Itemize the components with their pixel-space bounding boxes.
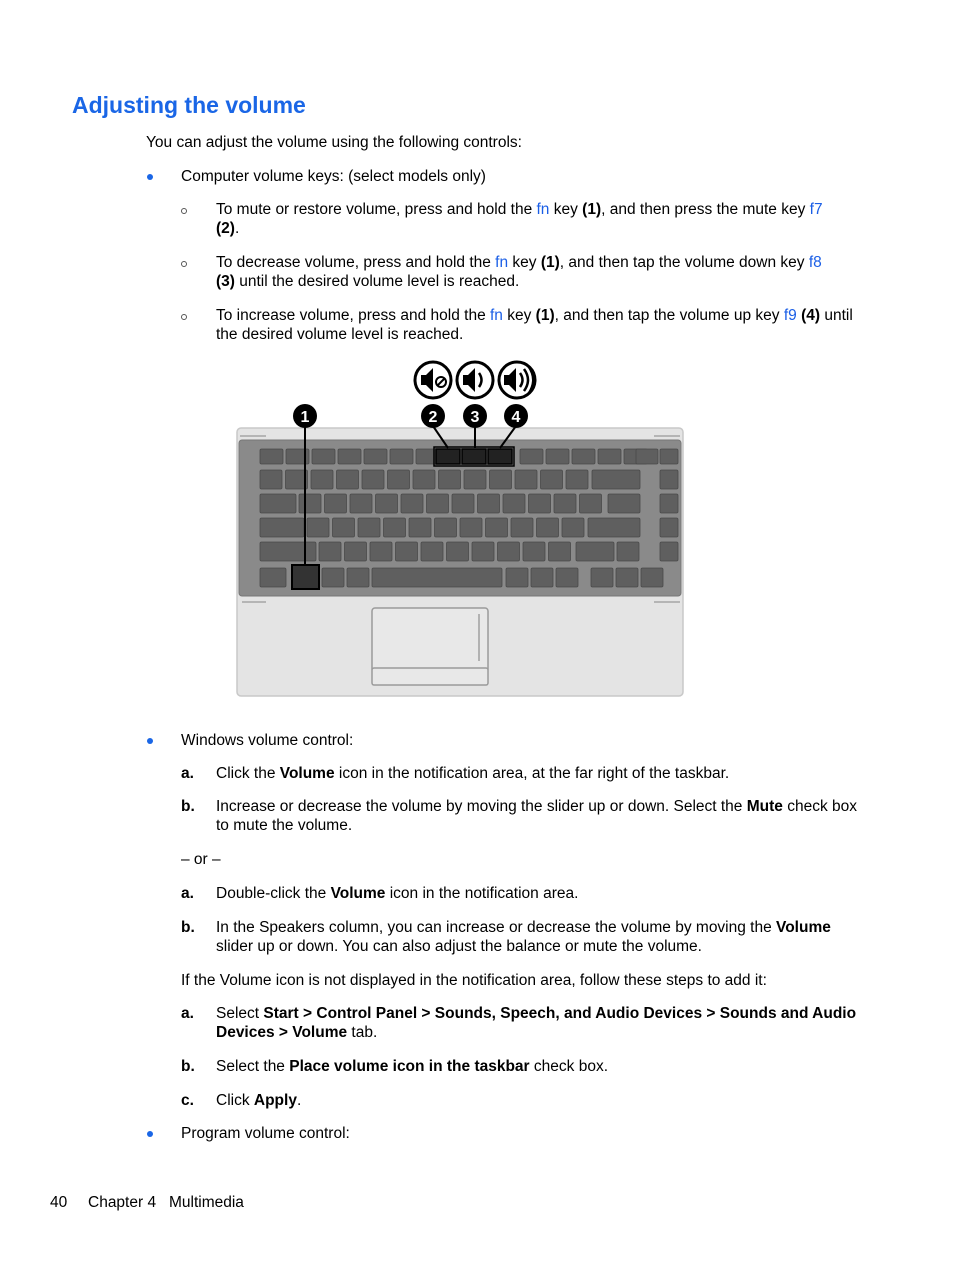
keyboard-figure <box>236 356 684 698</box>
keyboard-key <box>347 568 369 587</box>
fn-key <box>292 565 319 589</box>
keyboard-key <box>364 449 387 464</box>
bullet-icon <box>147 1131 153 1137</box>
keyboard-key <box>464 470 486 489</box>
fn-key-ref: fn <box>495 254 509 271</box>
keyboard-key <box>333 518 355 537</box>
f7-key <box>436 449 460 464</box>
keyboard-key <box>260 494 296 513</box>
bullet-icon <box>147 738 153 744</box>
keyboard-key <box>319 542 341 561</box>
keyboard-key <box>503 494 525 513</box>
keyboard-key <box>486 518 508 537</box>
callout-1 <box>293 404 317 428</box>
keyboard-key <box>372 568 502 587</box>
intro-text: You can adjust the volume using the following controls: <box>146 134 522 151</box>
keyboard-key <box>362 470 384 489</box>
windows-step-b: Increase or decrease the volume by moving the slider up or down. Select the Mute check box to mute the volume. <box>216 798 858 834</box>
touchpad <box>372 608 488 672</box>
svg-text:2: 2 <box>428 409 438 426</box>
keyboard-key <box>299 494 321 513</box>
keyboard-key <box>660 494 678 513</box>
keyboard-key <box>390 449 413 464</box>
keyboard-key <box>427 494 449 513</box>
keyboard-key <box>520 449 543 464</box>
keyboard-key <box>260 542 316 561</box>
bullet-icon <box>147 174 153 180</box>
keyboard-key <box>660 470 678 489</box>
f9-key <box>488 449 512 464</box>
speaker-low-icon <box>457 362 493 398</box>
fn-key-ref: fn <box>490 307 503 324</box>
windows-step-a: Click the Volume icon in the notification area, at the far right of the taskbar. <box>216 765 730 782</box>
keyboard-key <box>350 494 372 513</box>
sub-bullet-icon <box>181 261 187 267</box>
keyboard-key <box>413 470 435 489</box>
keyboard-key <box>370 542 392 561</box>
keyboard-key <box>460 518 482 537</box>
keyboard-key <box>660 542 678 561</box>
keyboard-key <box>421 542 443 561</box>
keyboard-key <box>490 470 512 489</box>
keys-item-increase: To increase volume, press and hold the fn key (1), and then tap the volume up key f9 (4) until the desired volume level is reached. <box>216 307 853 343</box>
keyboard-key <box>537 518 559 537</box>
keyboard-key <box>588 518 640 537</box>
keyboard-key <box>562 518 584 537</box>
keyboard-key <box>337 470 359 489</box>
keyboard-key <box>506 568 528 587</box>
keyboard-key <box>660 518 678 537</box>
keyboard-key <box>608 494 640 513</box>
keyboard-key <box>435 518 457 537</box>
speaker-high-icon <box>499 362 535 398</box>
keyboard-key <box>409 518 431 537</box>
keyboard-key <box>338 449 361 464</box>
keyboard-key <box>325 494 347 513</box>
keyboard-key <box>478 494 500 513</box>
keyboard-key <box>641 568 663 587</box>
keyboard-key <box>260 518 304 537</box>
f7-key-ref: f7 <box>809 201 823 218</box>
svg-text:1: 1 <box>300 409 310 426</box>
keyboard-key <box>322 568 344 587</box>
svg-text:3: 3 <box>470 409 480 426</box>
keyboard-key <box>592 470 640 489</box>
callout-4 <box>504 404 528 428</box>
keyboard-key <box>554 494 576 513</box>
keyboard-key <box>384 518 406 537</box>
keyboard-key <box>358 518 380 537</box>
keyboard-key <box>312 449 335 464</box>
keyboard-key <box>511 518 533 537</box>
windows-alt-step-a: Double-click the Volume icon in the notification area. <box>216 885 579 902</box>
keys-item-decrease: To decrease volume, press and hold the fn key (1), and then tap the volume down key f8 (3) until the desired volume level is reached. <box>216 254 822 290</box>
keyboard-key <box>531 568 553 587</box>
keyboard-key <box>529 494 551 513</box>
fn-key-ref: fn <box>536 201 550 218</box>
keyboard-key <box>388 470 410 489</box>
keyboard-key <box>447 542 469 561</box>
step-letter: b. <box>181 798 195 815</box>
keyboard-key <box>439 470 461 489</box>
keyboard-key <box>598 449 621 464</box>
callout-2 <box>421 404 445 428</box>
keyboard-key <box>260 568 286 587</box>
keys-item-mute: To mute or restore volume, press and hold the fn key (1), and then press the mute key f7 (2). <box>216 201 823 237</box>
keyboard-key <box>580 494 602 513</box>
page-title: Adjusting the volume <box>72 92 306 118</box>
step-letter: a. <box>181 765 194 782</box>
keyboard-key <box>311 470 333 489</box>
keyboard-key <box>572 449 595 464</box>
keyboard-key <box>523 542 545 561</box>
keyboard-key <box>541 470 563 489</box>
windows-alt-step-b: In the Speakers column, you can increase or decrease the volume by moving the Volume slider up or down. You can also adjust the balance or mute the volume. <box>216 919 831 955</box>
step-letter: a. <box>181 1005 194 1022</box>
step-letter: a. <box>181 885 194 902</box>
step-letter: b. <box>181 1058 195 1075</box>
keyboard-key <box>660 449 678 464</box>
keyboard-key <box>556 568 578 587</box>
keyboard-key <box>636 449 658 464</box>
keyboard-key <box>498 542 520 561</box>
keyboard-key <box>452 494 474 513</box>
if-volume-hidden-text: If the Volume icon is not displayed in the notification area, follow these steps to add it: <box>181 972 767 989</box>
f8-key <box>462 449 486 464</box>
step-letter: b. <box>181 919 195 936</box>
bullet-windows-label: Windows volume control: <box>181 732 354 749</box>
svg-text:4: 4 <box>511 409 521 426</box>
keyboard-key <box>616 568 638 587</box>
keyboard-key <box>260 449 283 464</box>
bullet-program-label: Program volume control: <box>181 1125 350 1142</box>
touchpad-buttons <box>372 668 488 685</box>
chapter-label: Chapter 4 Multimedia <box>88 1194 244 1211</box>
keyboard-key <box>591 568 613 587</box>
sub-bullet-icon <box>181 314 187 320</box>
step-letter: c. <box>181 1092 194 1109</box>
keyboard-key <box>376 494 398 513</box>
keyboard-key <box>566 470 588 489</box>
bullet-keys-label: Computer volume keys: (select models only) <box>181 168 486 185</box>
keyboard-key <box>546 449 569 464</box>
keyboard-key <box>549 542 571 561</box>
keyboard-key <box>472 542 494 561</box>
keyboard-key <box>260 470 282 489</box>
add-step-b: Select the Place volume icon in the taskbar check box. <box>216 1058 608 1075</box>
f8-key-ref: f8 <box>808 254 822 271</box>
keyboard-key <box>307 518 329 537</box>
or-separator: – or – <box>181 851 221 868</box>
keyboard-key <box>515 470 537 489</box>
keyboard-key <box>617 542 639 561</box>
f9-key-ref: f9 <box>783 307 797 324</box>
add-step-a: Select Start > Control Panel > Sounds, Speech, and Audio Devices > Sounds and Audio Devices > Volume tab. <box>216 1005 857 1041</box>
keyboard-key <box>401 494 423 513</box>
keyboard-key <box>576 542 614 561</box>
page-number: 40 <box>50 1194 68 1211</box>
keyboard-key <box>396 542 418 561</box>
add-step-c: Click Apply. <box>216 1092 302 1109</box>
callout-3 <box>463 404 487 428</box>
sub-bullet-icon <box>181 208 187 214</box>
keyboard-key <box>345 542 367 561</box>
speaker-mute-icon <box>415 362 451 398</box>
